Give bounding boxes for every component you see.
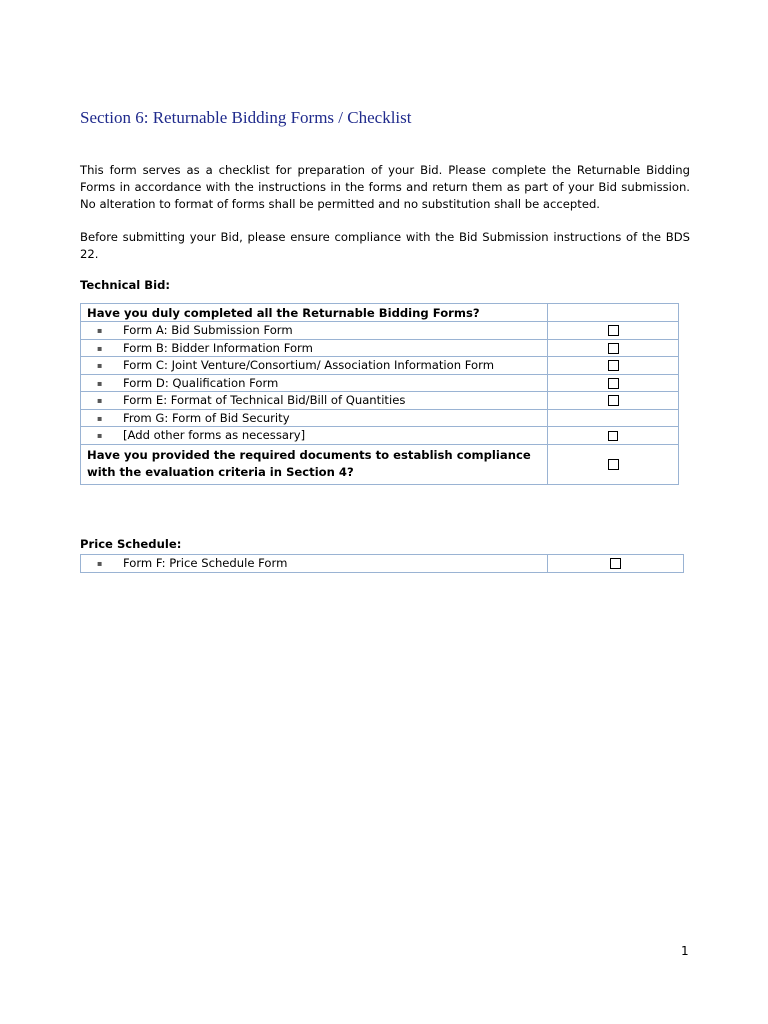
checkbox-form-e[interactable] xyxy=(608,395,619,406)
intro-paragraph: This form serves as a checklist for preparation of your Bid. Please complete the Returnable Bidding Forms in accordance with the instructions in the forms and return them as part of your Bid submission. No alteration to format of forms shall be permitted and no substitution shall be accepted. xyxy=(80,163,690,211)
technical-bid-table xyxy=(80,303,679,485)
page-number: 1 xyxy=(681,944,689,958)
empty-cell xyxy=(548,409,679,427)
bullet-icon: ▪ xyxy=(97,396,103,406)
checkbox-other-forms[interactable] xyxy=(608,431,618,441)
checkbox-form-c[interactable] xyxy=(608,360,619,371)
form-f-label: Form F: Price Schedule Form xyxy=(123,556,288,571)
table-row xyxy=(81,304,679,322)
form-b-label: Form B: Bidder Information Form xyxy=(123,340,313,355)
question-completed-forms: Have you duly completed all the Returnable Bidding Forms? xyxy=(81,304,548,322)
bullet-icon: ▪ xyxy=(97,413,103,423)
form-a-label: Form A: Bid Submission Form xyxy=(123,323,293,338)
page-title: Section 6: Returnable Bidding Forms / Checklist xyxy=(80,108,412,127)
bullet-icon: ▪ xyxy=(97,559,103,569)
empty-cell xyxy=(548,304,679,322)
checkbox-form-a[interactable] xyxy=(608,325,619,336)
form-d-label: Form D: Qualification Form xyxy=(123,375,279,390)
table-row xyxy=(81,427,679,445)
table-row xyxy=(81,357,679,375)
checkbox-form-d[interactable] xyxy=(608,378,619,389)
bullet-icon: ▪ xyxy=(97,431,103,441)
price-schedule-table xyxy=(80,554,684,573)
table-row xyxy=(81,409,679,427)
table-row xyxy=(81,444,679,484)
compliance-paragraph: Before submitting your Bid, please ensure compliance with the Bid Submission instructions of the BDS 22. xyxy=(80,230,690,261)
checkbox-compliance-documents[interactable] xyxy=(608,459,619,470)
form-g-label: From G: Form of Bid Security xyxy=(123,410,290,425)
checkbox-form-f[interactable] xyxy=(610,558,621,569)
table-row xyxy=(81,322,679,340)
checkbox-form-b[interactable] xyxy=(608,343,619,354)
bullet-icon: ▪ xyxy=(97,326,103,336)
table-row xyxy=(81,374,679,392)
price-schedule-heading: Price Schedule: xyxy=(80,537,182,551)
table-row xyxy=(81,339,679,357)
bullet-icon: ▪ xyxy=(97,343,103,353)
table-row xyxy=(81,555,684,573)
bullet-icon: ▪ xyxy=(97,361,103,371)
form-e-label: Form E: Format of Technical Bid/Bill of Quantities xyxy=(123,393,406,408)
bullet-icon: ▪ xyxy=(97,378,103,388)
other-forms-label: [Add other forms as necessary] xyxy=(123,428,306,443)
form-c-label: Form C: Joint Venture/Consortium/ Association Information Form xyxy=(123,358,494,373)
question-compliance-documents: Have you provided the required documents to establish compliance with the evaluation criteria in Section 4? xyxy=(81,444,548,484)
table-row xyxy=(81,392,679,410)
technical-bid-heading: Technical Bid: xyxy=(80,278,171,292)
